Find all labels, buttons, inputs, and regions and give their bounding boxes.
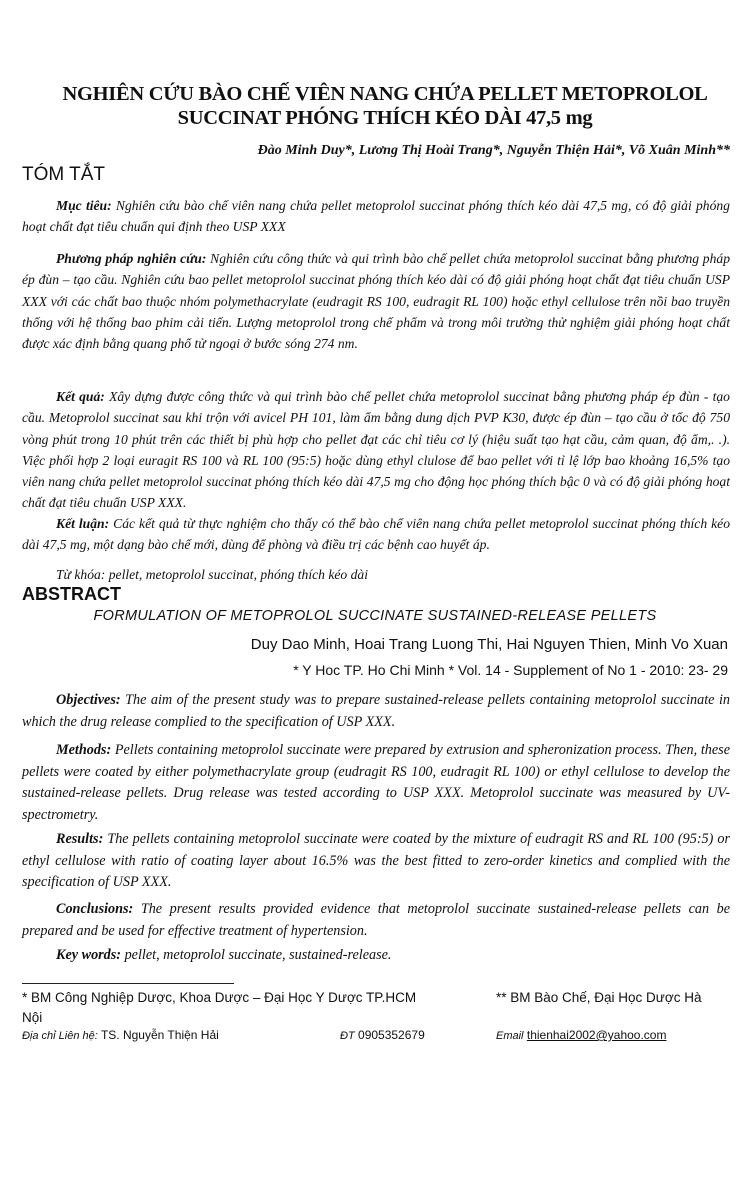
- ket-qua-text: Xây dựng được công thức và qui trình bào chế pellet chứa metoprolol succinat bằng phương pháp ép đùn - tạo cầu. Metoprolol succinat sau khi trộn với avicel PH 101, làm ẩm bằng dung dịch PVP K30, được ép đùn – tạo cầu ở tốc độ 750 vòng phút trong 10 phút trên các thiết bị phù hợp cho pellet đạt các chỉ tiêu cơ lý (hiệu suất tạo hạt cầu, cảm quan, độ ẩm,. .). Việc phối hợp 2 loại euragit RS 100 và RL 100 (95:5) hoặc dùng ethyl clulose để bao pellet với tỉ lệ lớp bao khoảng 16,5% tạo viên nang chứa pellet metoprolol succinat phóng thích kéo dài 47,5 mg cho động học phóng thích bậc 0 và có độ giải phóng hoạt chất đạt tiêu chuẩn USP XXX.: [22, 389, 730, 511]
- tomtat-ket-luan: [22, 513, 730, 556]
- conclusions-label: Conclusions:: [56, 901, 134, 917]
- keywords-label: Key words:: [56, 947, 122, 963]
- affiliation-2-cont: Nội: [22, 1010, 43, 1025]
- paper-title: [40, 82, 730, 130]
- abstract-heading: ABSTRACT: [22, 584, 121, 604]
- email-label: Email: [496, 1030, 524, 1042]
- phone-number: 0905352679: [358, 1028, 425, 1042]
- methods-label: Methods:: [56, 742, 112, 758]
- abstract-authors: Duy Dao Minh, Hoai Trang Luong Thi, Hai Nguyen Thien, Minh Vo Xuan: [250, 636, 728, 653]
- footnote-divider: [22, 983, 234, 984]
- tu-khoa-text: pellet, metoprolol succinat, phóng thích kéo dài: [108, 567, 368, 582]
- author-list: Đào Minh Duy*, Lương Thị Hoài Trang*, Nguyễn Thiện Hải*, Võ Xuân Minh**: [257, 143, 730, 158]
- ket-qua-label: Kết quả:: [56, 389, 105, 404]
- abstract-keywords: [22, 945, 730, 967]
- methods-text: Pellets containing metoprolol succinate were prepared by extrusion and spheronization process. Then, these pellets were coated by either polymethacrylate group (eudragit RS 100, eudragit RL 100) or ethyl cellulose to develop the sustained-release pellets. Drug release was tested according to USP XXX. Metoprolol succinate was measured by UV- spectrometry.: [22, 742, 731, 823]
- phuong-phap-text: Nghiên cứu công thức và qui trình bào chế pellet chứa metoprolol succinat bằng phương pháp ép đùn – tạo cầu. Nghiên cứu bao pellet metoprolol succinat phóng thích kéo dài có độ giải phóng hoạt chất đạt tiêu chuẩn USP XXX với các chất bao thuộc nhóm polymethacrylate (eudragit RS 100, eudragit RL 100) hoặc ethyl cellulose trên nồi bao truyền thống với hệ thống bao phim cải tiến. Lượng metoprolol trong chế phẩm và trong môi trường thử nghiệm giải phóng hoạt chất được xác định bằng quang phổ tử ngoại ở bước sóng 274 nm.: [22, 251, 730, 352]
- abstract-methods: [22, 740, 730, 826]
- title-line-1: NGHIÊN CỨU BÀO CHẾ VIÊN NANG CHỨA PELLET METOPROLOL: [62, 83, 708, 105]
- abstract-objectives: [22, 690, 730, 733]
- results-label: Results:: [56, 831, 104, 847]
- tomtat-phuong-phap: [22, 248, 730, 354]
- tomtat-tu-khoa: [22, 564, 730, 585]
- contact-person: [22, 1028, 219, 1042]
- tomtat-ket-qua: [22, 386, 730, 514]
- objectives-label: Objectives:: [56, 692, 121, 708]
- contact-phone: [340, 1028, 425, 1042]
- ket-luan-text: Các kết quả từ thực nghiệm cho thấy có thể bào chế viên nang chứa pellet metoprolol succinat phóng thích kéo dài 47,5 mg, một dạng bào chế mới, dùng để phòng và điều trị các bệnh cao huyết áp.: [22, 516, 731, 553]
- results-text: The pellets containing metoprolol succinate were coated by the mixture of eudragit RS and RL 100 (95:5) or ethyl cellulose with ratio of coating layer about 16.5% was the best fitted to zero-order kinetics and complied with the specification of USP XXX.: [22, 831, 730, 890]
- tomtat-muc-tieu: [22, 195, 730, 238]
- affiliation-1: * BM Công Nghiệp Dược, Khoa Dược – Đại Học Y Dược TP.HCM: [22, 990, 417, 1005]
- contact-label: Địa chỉ Liên hệ:: [22, 1030, 98, 1042]
- tu-khoa-label: Từ khóa:: [56, 567, 106, 582]
- keywords-text: pellet, metoprolol succinate, sustained-release.: [124, 947, 392, 963]
- muc-tieu-label: Mục tiêu:: [56, 198, 112, 213]
- contact-name: TS. Nguyễn Thiện Hải: [100, 1028, 219, 1042]
- phuong-phap-label: Phương pháp nghiên cứu:: [56, 251, 207, 266]
- email-link[interactable]: thienhai2002@yahoo.com: [526, 1028, 667, 1042]
- conclusions-text: The present results provided evidence that metoprolol succinate sustained-release pellets can be prepared and be used for effective treatment of hypertension.: [22, 901, 730, 939]
- citation-line: * Y Hoc TP. Ho Chi Minh * Vol. 14 - Supplement of No 1 - 2010: 23- 29: [293, 662, 728, 678]
- objectives-text: The aim of the present study was to prepare sustained-release pellets containing metoprolol succinate in which the drug release complied to the specification of USP XXX.: [22, 692, 730, 730]
- abstract-results: [22, 829, 730, 894]
- contact-email: [496, 1028, 666, 1042]
- abstract-title: FORMULATION OF METOPROLOL SUCCINATE SUSTAINED-RELEASE PELLETS: [93, 608, 657, 624]
- tomtat-heading: TÓM TẮT: [22, 164, 106, 185]
- abstract-conclusions: [22, 899, 730, 942]
- affiliation-2: ** BM Bào Chế, Đại Học Dược Hà: [496, 990, 702, 1005]
- phone-label: ĐT: [340, 1030, 355, 1042]
- muc-tieu-text: Nghiên cứu bào chế viên nang chứa pellet metoprolol succinat phóng thích kéo dài 47,5 mg, có độ giải phóng hoạt chất đạt tiêu chuẩn qui định theo USP XXX: [22, 198, 730, 235]
- ket-luan-label: Kết luận:: [56, 516, 110, 531]
- title-line-2: SUCCINAT PHÓNG THÍCH KÉO DÀI 47,5 mg: [177, 107, 593, 129]
